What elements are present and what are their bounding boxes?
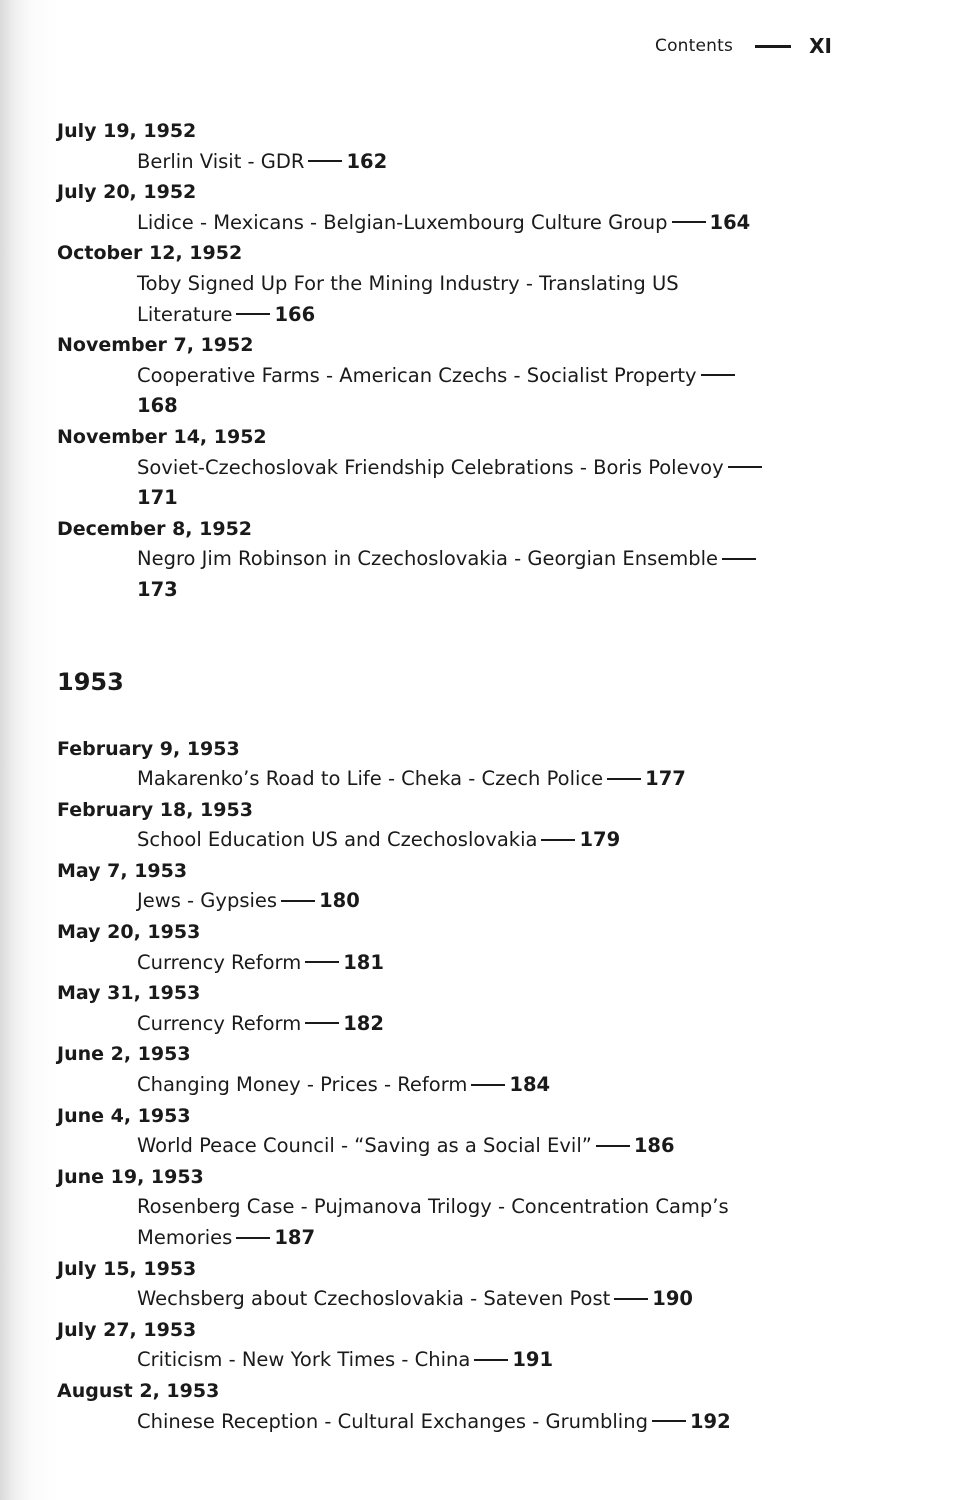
toc-entry xyxy=(57,116,917,177)
entry-title-line xyxy=(57,1192,777,1253)
entry-page-number: 192 xyxy=(689,1409,731,1433)
entry-title: Rosenberg Case - Pujmanova Trilogy - Concentration Camp’s Memories xyxy=(137,1195,729,1249)
leader-dash xyxy=(607,778,641,780)
entry-date: June 19, 1953 xyxy=(57,1165,204,1188)
leader-dash xyxy=(672,221,706,223)
entry-title: Currency Reform xyxy=(137,950,302,974)
entry-title: Berlin Visit - GDR xyxy=(137,149,305,173)
toc-entry xyxy=(57,422,917,514)
leader-dash xyxy=(652,1420,686,1422)
entry-title-line xyxy=(57,361,777,422)
toc-entry xyxy=(57,330,917,422)
entry-title: Toby Signed Up For the Mining Industry - Translating US Literature xyxy=(137,271,679,326)
entry-title: Lidice - Mexicans - Belgian-Luxembourg Culture Group xyxy=(137,210,668,234)
leader-dash xyxy=(474,1359,508,1361)
entry-title: Currency Reform xyxy=(137,1011,302,1035)
year-heading: 1953 xyxy=(57,667,124,696)
entry-title: World Peace Council - “Saving as a Social Evil” xyxy=(137,1134,592,1158)
entry-title: Chinese Reception - Cultural Exchanges - Grumbling xyxy=(137,1409,648,1433)
toc-entry xyxy=(57,734,917,795)
toc-entry xyxy=(57,1039,917,1100)
entry-title-line xyxy=(57,208,777,239)
toc-entry xyxy=(57,514,917,606)
entry-page-number: 184 xyxy=(509,1073,551,1097)
entry-page-number: 179 xyxy=(579,828,621,852)
leader-dash xyxy=(614,1298,648,1300)
entry-page-number: 173 xyxy=(137,577,178,601)
entry-title: Makarenko’s Road to Life - Cheka - Czech Police xyxy=(137,767,604,791)
entry-date: July 19, 1952 xyxy=(57,120,197,142)
leader-dash xyxy=(281,900,315,902)
entry-title: Wechsberg about Czechoslovakia - Sateven Post xyxy=(137,1287,611,1311)
leader-dash xyxy=(722,558,756,560)
entry-title: Changing Money - Prices - Reform xyxy=(137,1073,468,1097)
toc-entry xyxy=(57,177,917,238)
entry-page-number: 186 xyxy=(633,1134,675,1158)
entry-title-line xyxy=(57,764,777,795)
entry-page-number: 191 xyxy=(512,1348,554,1372)
entry-title-line xyxy=(57,1009,777,1040)
entry-title: Negro Jim Robinson in Czechoslovakia - Georgian Ensemble xyxy=(137,547,719,571)
entry-date: August 2, 1953 xyxy=(57,1379,220,1402)
entry-date: May 31, 1953 xyxy=(57,982,201,1005)
entry-title-line xyxy=(57,948,777,979)
entry-page-number: 164 xyxy=(709,210,751,234)
running-head-label: Contents xyxy=(655,36,734,56)
entry-title: Cooperative Farms - American Czechs - Socialist Property xyxy=(137,363,697,387)
entry-page-number: 187 xyxy=(274,1226,316,1249)
toc-entry xyxy=(57,856,917,917)
table-of-contents xyxy=(57,116,917,1437)
leader-dash xyxy=(541,839,575,841)
entry-page-number: 168 xyxy=(137,394,178,418)
leader-dash xyxy=(596,1145,630,1147)
toc-section xyxy=(57,116,917,606)
entry-date: July 27, 1953 xyxy=(57,1318,197,1341)
entry-title-line xyxy=(57,1345,777,1376)
entry-date: June 2, 1953 xyxy=(57,1043,191,1066)
entry-title: Criticism - New York Times - China xyxy=(137,1348,471,1372)
entry-date: May 7, 1953 xyxy=(57,859,188,882)
entry-date: November 7, 1952 xyxy=(57,334,254,357)
toc-entry xyxy=(57,1376,917,1437)
toc-entry xyxy=(57,795,917,856)
entry-page-number: 181 xyxy=(343,950,384,974)
toc-entry xyxy=(57,1162,917,1254)
toc-entry xyxy=(57,1254,917,1315)
leader-dash xyxy=(305,961,339,963)
leader-dash xyxy=(236,313,270,315)
entry-title: School Education US and Czechoslovakia xyxy=(137,828,538,852)
entry-page-number: 182 xyxy=(343,1011,384,1035)
entry-title-line xyxy=(57,886,777,917)
page-number: XI xyxy=(809,34,832,58)
entry-title-line xyxy=(57,825,777,856)
entry-title-line xyxy=(57,1284,777,1315)
running-head-dash xyxy=(755,45,791,48)
entry-title-line xyxy=(57,1070,777,1101)
entry-page-number: 190 xyxy=(652,1287,693,1311)
entry-date: November 14, 1952 xyxy=(57,425,267,448)
leader-dash xyxy=(701,374,735,376)
entry-date: February 9, 1953 xyxy=(57,737,240,760)
leader-dash xyxy=(308,160,342,162)
entry-title-line xyxy=(57,453,777,514)
toc-entry xyxy=(57,1101,917,1162)
entry-page-number: 171 xyxy=(137,486,178,510)
leader-dash xyxy=(236,1237,270,1239)
entry-title-line xyxy=(57,269,777,330)
entry-date: February 18, 1953 xyxy=(57,798,253,821)
toc-entry xyxy=(57,238,917,330)
entry-date: May 20, 1953 xyxy=(57,921,201,944)
entry-title-line xyxy=(57,544,777,605)
toc-section xyxy=(57,734,917,1438)
entry-title-line xyxy=(57,1131,777,1162)
leader-dash xyxy=(471,1084,505,1086)
entry-page-number: 177 xyxy=(645,767,686,791)
toc-entry xyxy=(57,1315,917,1376)
leader-dash xyxy=(305,1022,339,1024)
entry-date: July 20, 1952 xyxy=(57,181,197,204)
entry-page-number: 166 xyxy=(274,302,316,326)
leader-dash xyxy=(728,466,762,468)
entry-date: December 8, 1952 xyxy=(57,517,253,540)
toc-entry xyxy=(57,978,917,1039)
entry-date: October 12, 1952 xyxy=(57,242,243,265)
entry-title: Jews - Gypsies xyxy=(137,889,278,913)
entry-title-line xyxy=(57,1407,777,1438)
entry-page-number: 162 xyxy=(346,149,388,173)
toc-entry xyxy=(57,917,917,978)
entry-title-line xyxy=(57,147,777,178)
entry-page-number: 180 xyxy=(319,889,360,913)
entry-title: Soviet-Czechoslovak Friendship Celebrations - Boris Polevoy xyxy=(137,455,724,479)
entry-date: June 4, 1953 xyxy=(57,1104,191,1127)
running-head xyxy=(655,34,832,58)
entry-date: July 15, 1953 xyxy=(57,1257,197,1280)
